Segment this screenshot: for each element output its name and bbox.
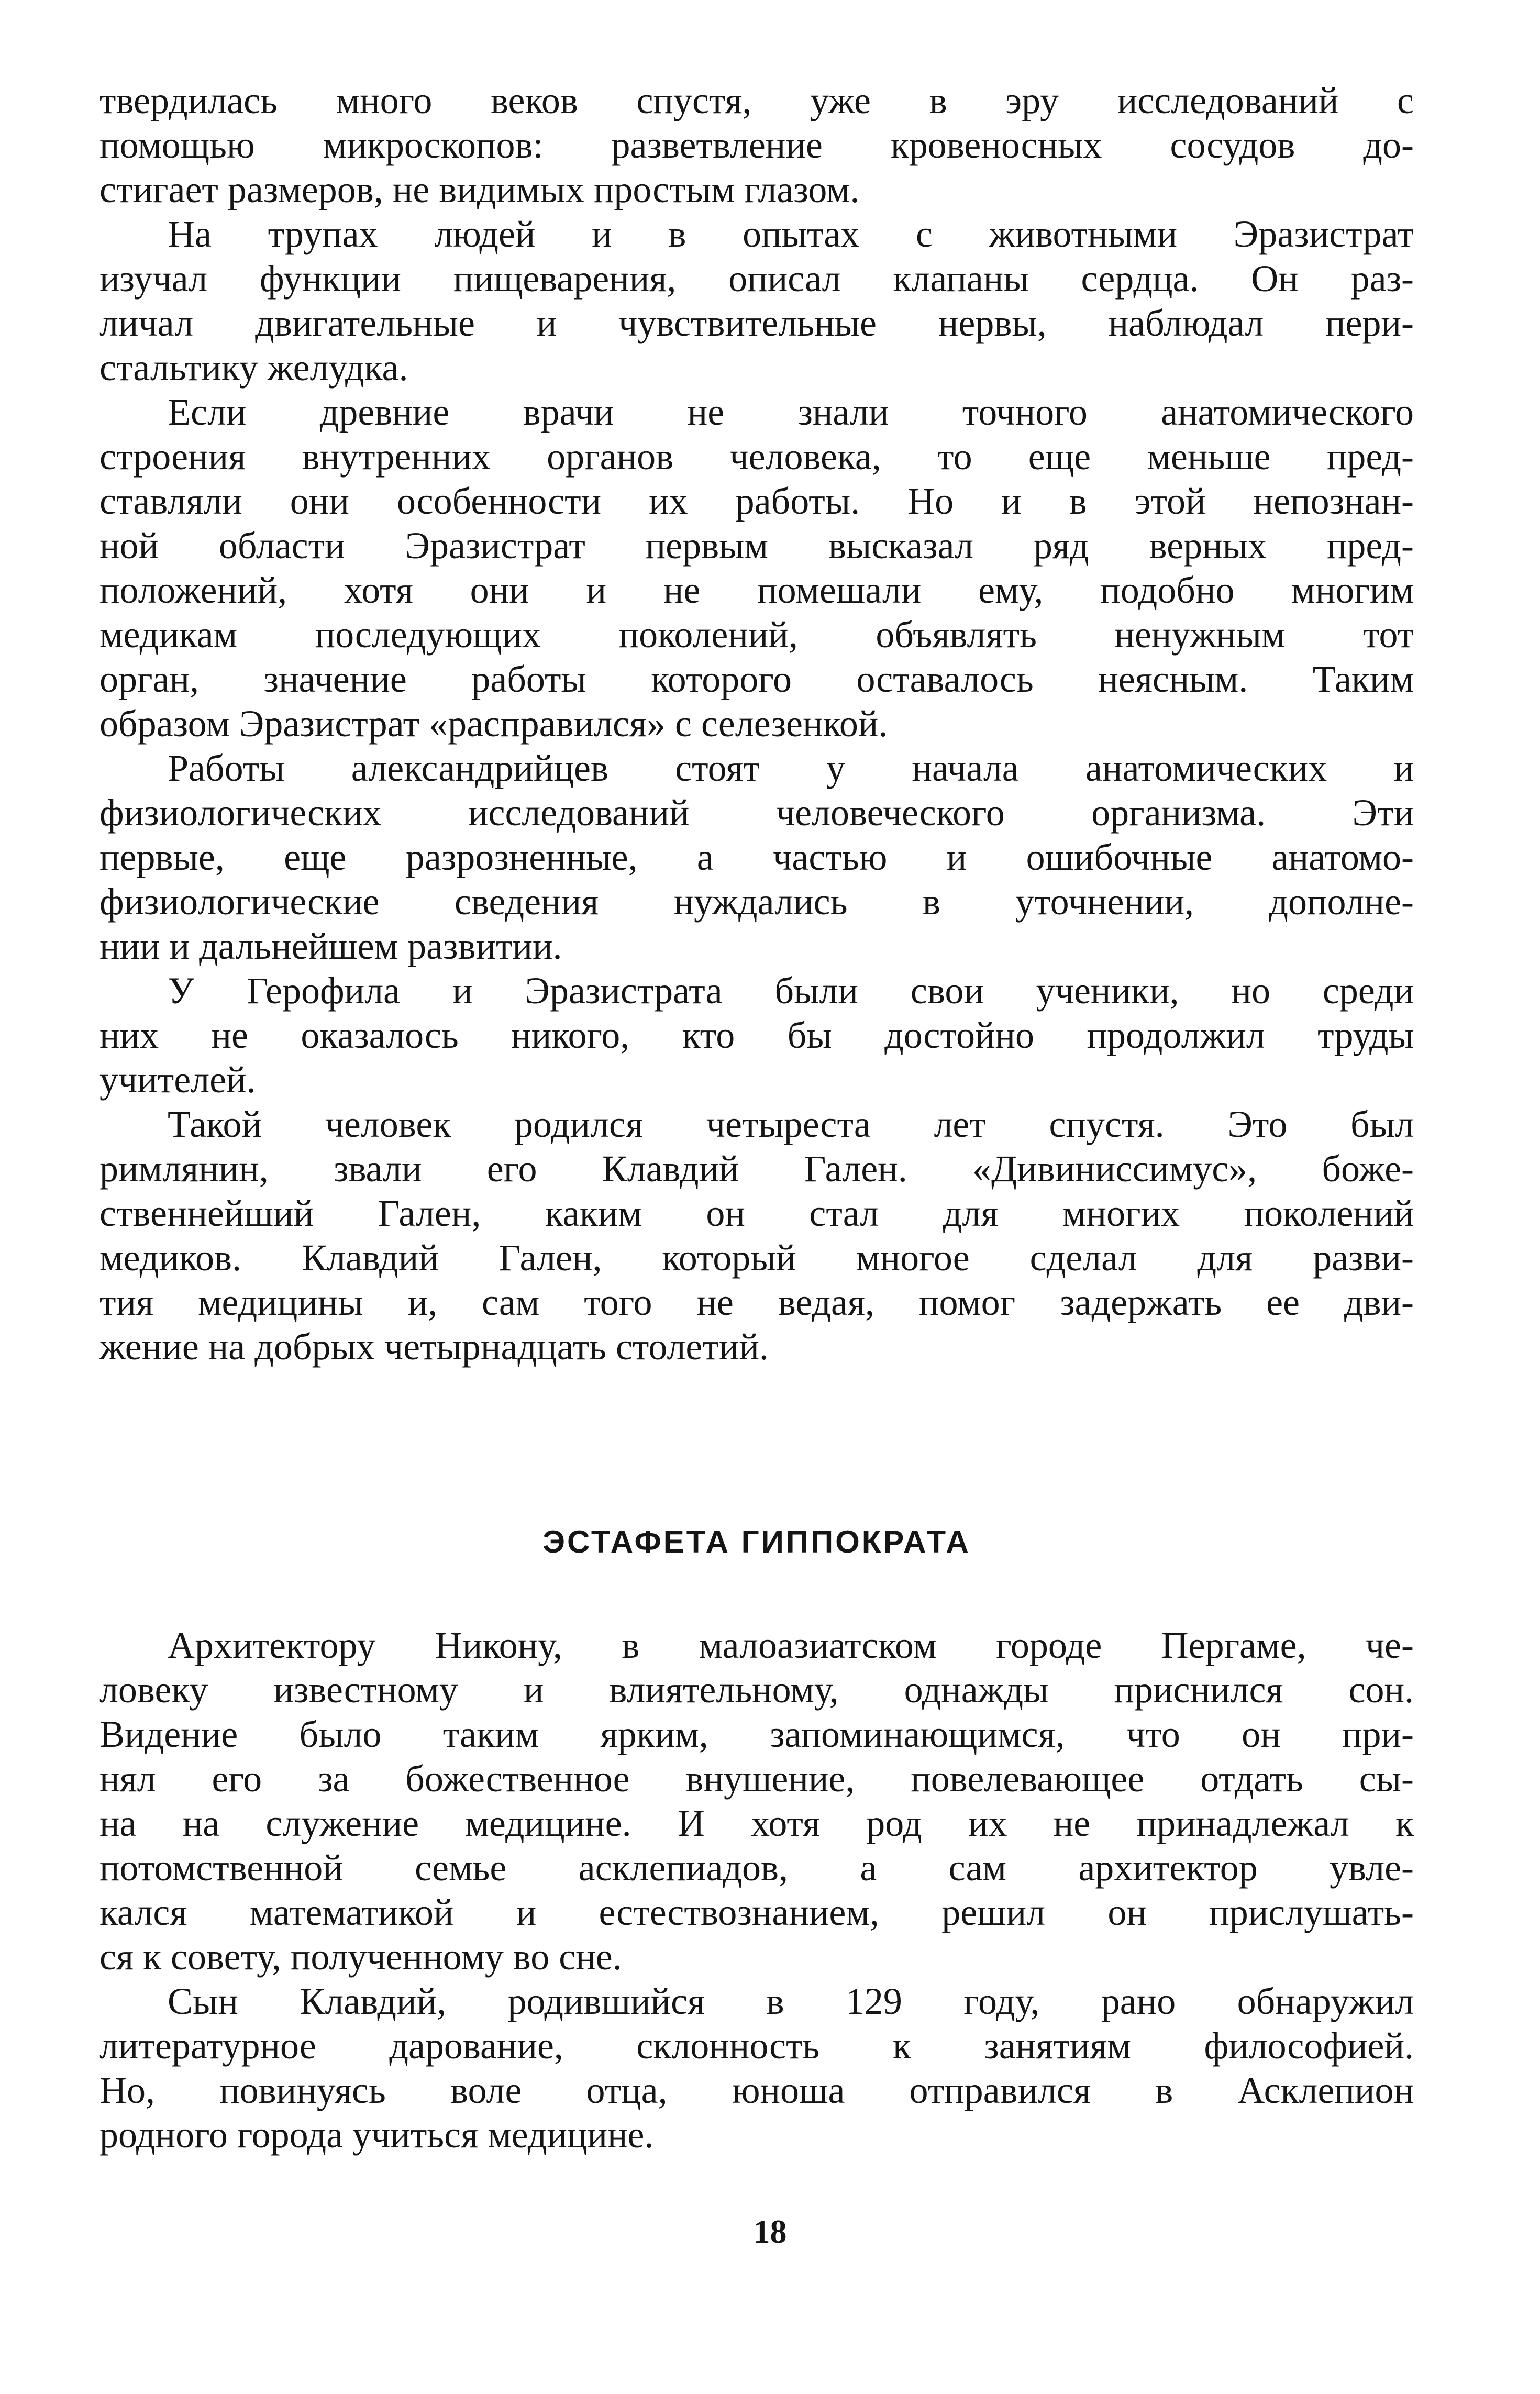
text-line: медикам последующих поколений, объявлять ненужным тот (99, 614, 1414, 656)
text-line: Сын Клавдий, родившийся в 129 году, рано обнаружил (168, 1980, 1414, 2022)
text-line: строения внутренних органов человека, то еще меньше пред- (99, 436, 1414, 478)
text-line: римлянин, звали его Клавдий Гален. «Дивиниссимус», боже- (99, 1148, 1414, 1190)
text-line: ственнейший Гален, каким он стал для многих поколений (99, 1192, 1414, 1234)
text-line: ловеку известному и влиятельному, однажды приснился сон. (99, 1669, 1414, 1711)
text-line: потомственной семье асклепиадов, а сам архитектор увле- (99, 1847, 1414, 1889)
text-line: стальтику желудка. (99, 347, 408, 389)
text-line: Если древние врачи не знали точного анатомического (168, 391, 1414, 433)
text-line: жение на добрых четырнадцать столетий. (99, 1326, 769, 1368)
paragraph (99, 212, 1414, 390)
text-line: литературное дарование, склонность к занятиям философией. (99, 2025, 1414, 2067)
text-line: Такой человек родился четыреста лет спустя. Это был (168, 1103, 1414, 1145)
paragraph (99, 1979, 1414, 2157)
text-line: У Герофила и Эразистрата были свои ученики, но среди (168, 970, 1414, 1012)
text-line: На трупах людей и в опытах с животными Эразистрат (168, 213, 1414, 255)
paragraph (99, 1623, 1414, 1979)
text-line: Архитектору Никону, в малоазиатском городе Пергаме, че- (168, 1624, 1414, 1666)
text-line: Но, повинуясь воле отца, юноша отправился в Асклепион (99, 2069, 1414, 2111)
text-line: Видение было таким ярким, запоминающимся, что он при- (99, 1713, 1414, 1755)
page-number: 18 (753, 2213, 787, 2250)
text-line: на на служение медицине. И хотя род их не принадлежал к (99, 1802, 1414, 1844)
text-line: помощью микроскопов: разветвление кровеносных сосудов до- (99, 124, 1414, 166)
text-line: физиологические сведения нуждались в уточнении, дополне- (99, 881, 1414, 923)
paragraph (99, 969, 1414, 1102)
text-line: орган, значение работы которого оставалось неясным. Таким (99, 658, 1414, 700)
text-line: Работы александрийцев стоят у начала анатомических и (168, 747, 1414, 789)
text-line: стигает размеров, не видимых простым глазом. (99, 169, 860, 210)
text-line: ся к совету, полученному во сне. (99, 1936, 622, 1978)
paragraph (99, 390, 1414, 746)
paragraph (99, 79, 1414, 212)
text-line: ной области Эразистрат первым высказал ряд верных пред- (99, 525, 1414, 567)
text-line: тия медицины и, сам того не ведая, помог задержать ее дви- (99, 1281, 1414, 1323)
text-line: родного города учиться медицине. (99, 2114, 654, 2156)
text-line: физиологических исследований человеческого организма. Эти (99, 792, 1414, 834)
section-title: ЭСТАФЕТА ГИППОКРАТА (542, 1524, 971, 1559)
paragraph (99, 746, 1414, 969)
text-line: нии и дальнейшем развитии. (99, 925, 562, 967)
text-line: медиков. Клавдий Гален, который многое сделал для разви- (99, 1237, 1414, 1279)
text-line: личал двигательные и чувствительные нервы, наблюдал пери- (99, 302, 1414, 344)
text-line: изучал функции пищеварения, описал клапаны сердца. Он раз- (99, 258, 1414, 300)
text-line: учителей. (99, 1059, 256, 1101)
text-line: ставляли они особенности их работы. Но и в этой непознан- (99, 480, 1414, 522)
text-block-before-title (99, 79, 1414, 1369)
text-line: первые, еще разрозненные, а частью и ошибочные анатомо- (99, 836, 1414, 878)
text-line: образом Эразистрат «расправился» с селезенкой. (99, 703, 888, 745)
text-line: них не оказалось никого, кто бы достойно продолжил труды (99, 1014, 1414, 1056)
text-line: положений, хотя они и не помешали ему, подобно многим (99, 569, 1414, 611)
text-line: твердилась много веков спустя, уже в эру исследований с (99, 80, 1414, 121)
text-line: кался математикой и естествознанием, решил он прислушать- (99, 1891, 1414, 1933)
paragraph (99, 1102, 1414, 1369)
text-block-after-title (99, 1623, 1414, 2157)
text-line: нял его за божественное внушение, повелевающее отдать сы- (99, 1758, 1414, 1800)
